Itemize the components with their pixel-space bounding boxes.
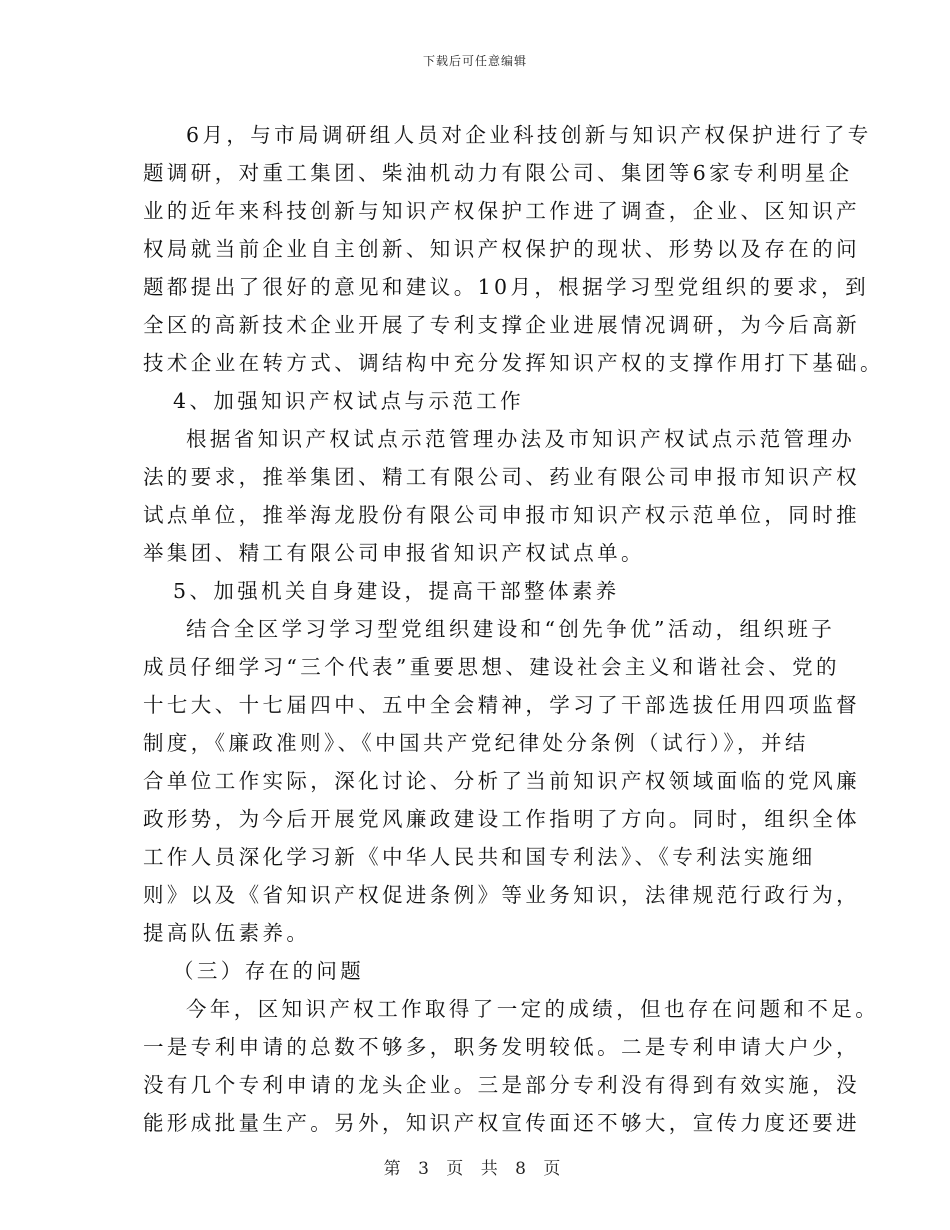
text-line: 合单位工作实际，深化讨论、分析了当前知识产权领域面临的党风廉 — [143, 769, 860, 793]
text-line: 结合全区学习学习型党组织建设和“创先争优”活动，组织班子 — [186, 617, 836, 641]
text-line: 全区的高新技术企业开展了专利支撑企业进展情况调研，为今后高新 — [143, 313, 860, 337]
text-line: 十七大、十七届四中、五中全会精神，学习了干部选拔任用四项监督 — [143, 693, 860, 717]
text-line: 试点单位，推举海龙股份有限公司申报市知识产权示范单位，同时推 — [143, 503, 860, 527]
document-body — [143, 116, 884, 1142]
text-line: 制度，《廉政准则》、《中国共产党纪律处分条例（试行）》，并结 — [143, 731, 809, 755]
page-number: 第 3 页 共 8 页 — [383, 1159, 567, 1179]
text-line: 题都提出了很好的意见和建议。10月，根据学习型党组织的要求，到 — [143, 275, 869, 299]
text-line: 根据省知识产权试点示范管理办法及市知识产权试点示范管理办 — [186, 427, 856, 451]
section-heading: （三）存在的问题 — [173, 959, 365, 983]
section-heading: 4、加强知识产权试点与示范工作 — [173, 389, 525, 413]
text-line: 一是专利申请的总数不够多，职务发明较低。二是专利申请大户少， — [143, 1035, 860, 1059]
text-line: 今年，区知识产权工作取得了一定的成绩，但也存在问题和不足。 — [186, 997, 880, 1021]
text-line: 工作人员深化学习新《中华人民共和国专利法》、《专利法实施细 — [143, 845, 816, 869]
text-line: 法的要求，推举集团、精工有限公司、药业有限公司申报市知识产权 — [143, 465, 860, 489]
text-line: 没有几个专利申请的龙头企业。三是部分专利没有得到有效实施，没 — [143, 1073, 860, 1097]
text-line: 政形势，为今后开展党风廉政建设工作指明了方向。同时，组织全体 — [143, 807, 860, 831]
text-line: 举集团、精工有限公司申报省知识产权试点单。 — [143, 541, 645, 565]
text-line: 则》以及《省知识产权促进条例》等业务知识，法律规范行政行为， — [143, 883, 860, 907]
section-heading: 5、加强机关自身建设，提高干部整体素养 — [173, 579, 620, 603]
text-line: 提高队伍素养。 — [143, 921, 311, 945]
text-line: 能形成批量生产。另外，知识产权宣传面还不够大，宣传力度还要进 — [143, 1111, 860, 1135]
text-line: 成员仔细学习“三个代表”重要思想、建设社会主义和谐社会、党的 — [143, 655, 840, 679]
text-line: 业的近年来科技创新与知识产权保护工作进了调查，企业、区知识产 — [143, 199, 860, 223]
text-line: 权局就当前企业自主创新、知识产权保护的现状、形势以及存在的问 — [143, 237, 860, 261]
text-line: 技术企业在转方式、调结构中充分发挥知识产权的支撑作用打下基础。 — [143, 351, 884, 375]
header-note: 下载后可任意编辑 — [422, 54, 527, 68]
text-line: 6月，与市局调研组人员对企业科技创新与知识产权保护进行了专 — [186, 123, 872, 147]
text-line: 题调研，对重工集团、柴油机动力有限公司、集团等6家专利明星企 — [143, 161, 853, 185]
